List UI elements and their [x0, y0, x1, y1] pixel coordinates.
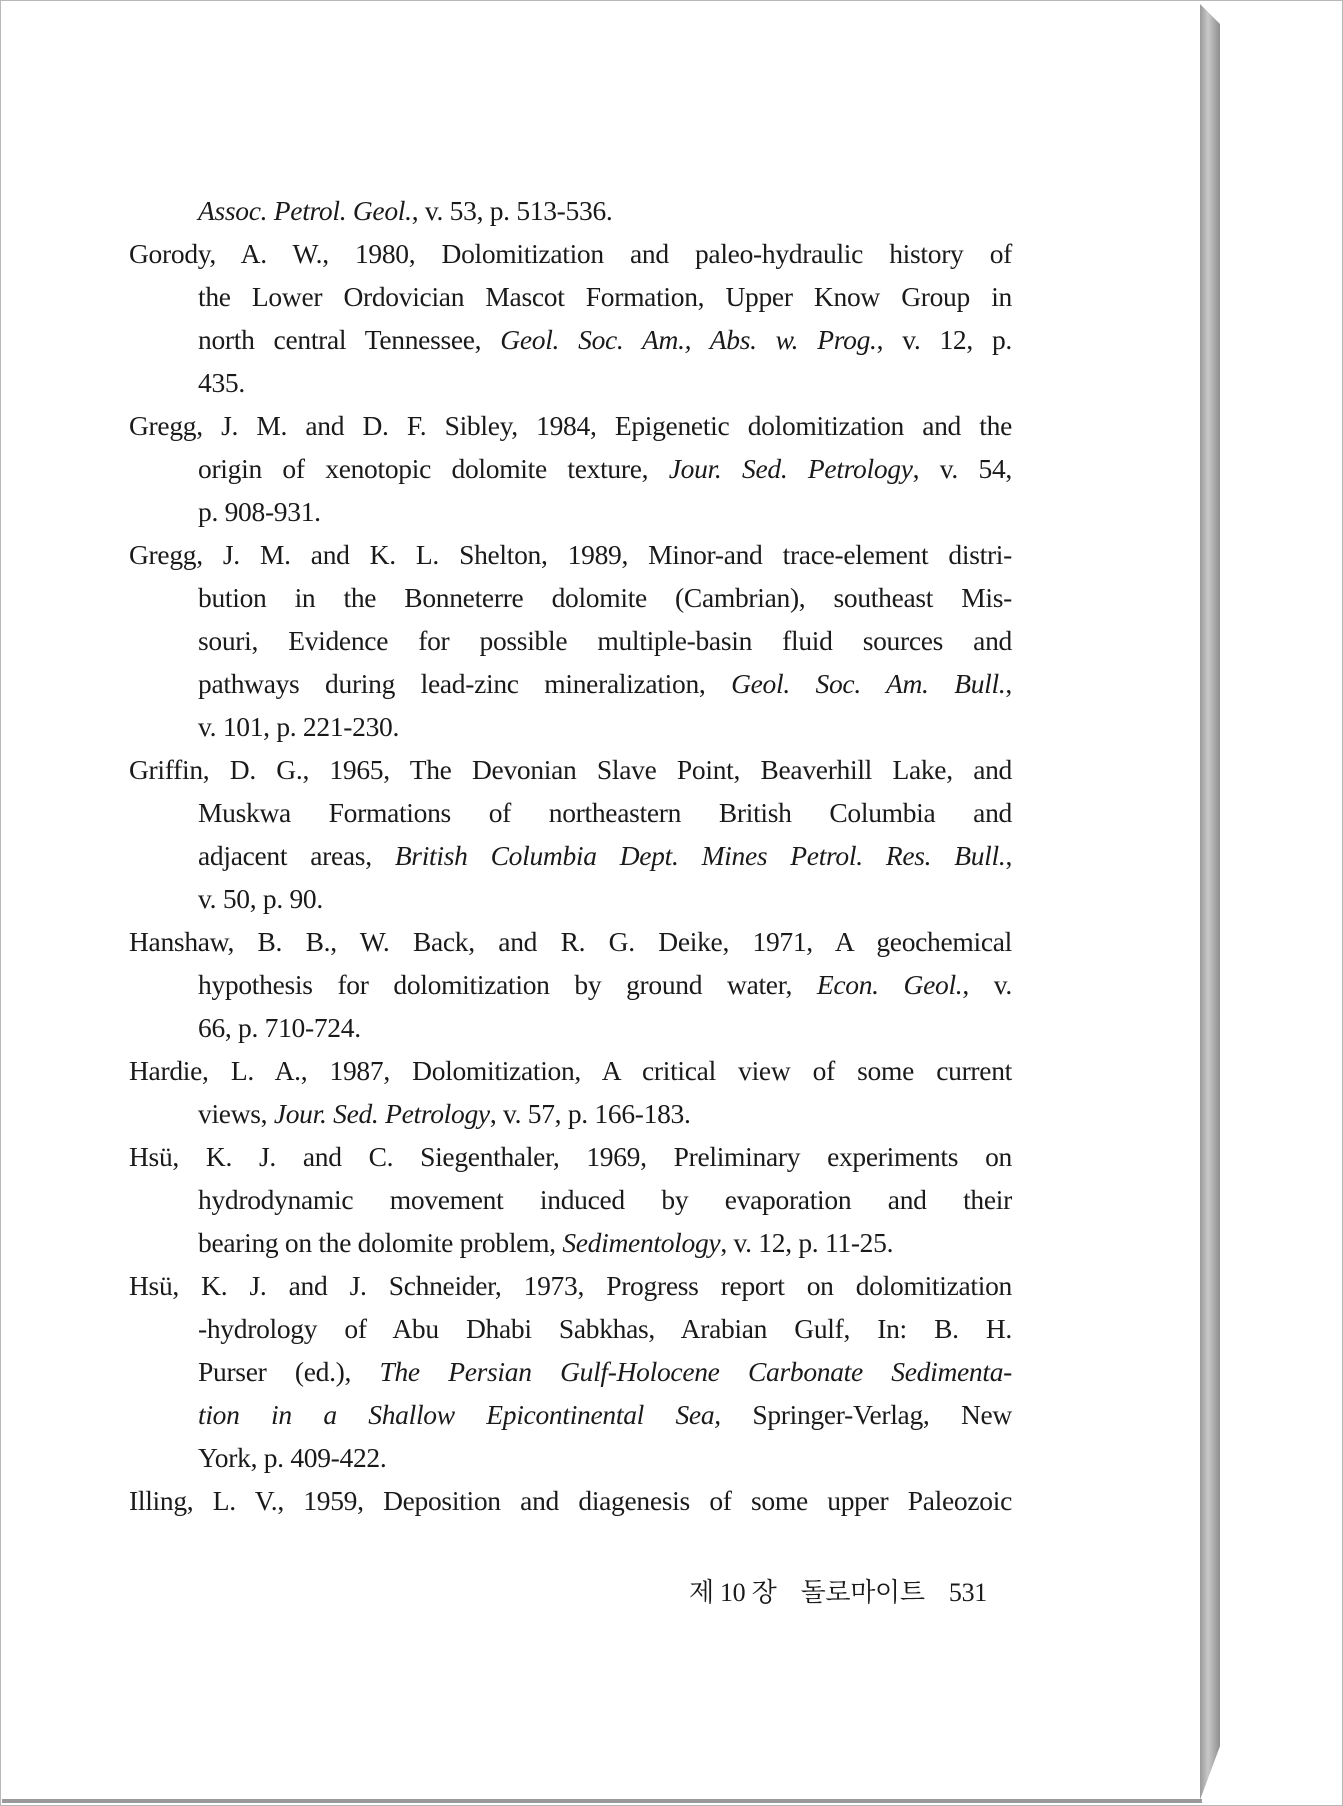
reference-line: [129, 404, 1012, 447]
reference-text: v. 101, p. 221-230.: [198, 711, 400, 742]
reference-line: [129, 232, 1012, 275]
reference-text: 435.: [198, 367, 245, 398]
reference-line: [198, 361, 1012, 404]
reference-text: Gregg, J. M. and K. L. Shelton, 1989, Minor-and trace-element distri-: [129, 539, 1012, 570]
reference-text: bution in the Bonneterre dolomite (Cambrian), southeast Mis-: [198, 582, 1012, 613]
reference-line: [129, 533, 1012, 576]
reference-text: souri, Evidence for possible multiple-basin fluid sources and: [198, 625, 1012, 656]
reference-line: [198, 963, 1012, 1006]
reference-line: [198, 791, 1012, 834]
journal-title: Assoc. Petrol. Geol.: [198, 195, 412, 226]
reference-entry: [129, 533, 1012, 748]
reference-text: hypothesis for dolomitization by ground water,: [198, 969, 817, 1000]
reference-line: [198, 1307, 1012, 1350]
reference-text: Hsü, K. J. and C. Siegenthaler, 1969, Preliminary experiments on: [129, 1141, 1012, 1172]
journal-title: The Persian Gulf-Holocene Carbonate Sedimenta-: [379, 1356, 1013, 1387]
journal-title: Geol. Soc. Am. Bull.: [731, 668, 1006, 699]
reference-text: -hydrology of Abu Dhabi Sabkhas, Arabian Gulf, In: B. H.: [198, 1313, 1012, 1344]
reference-text: hydrodynamic movement induced by evaporation and their: [198, 1184, 1012, 1215]
reference-text: p. 908-931.: [198, 496, 321, 527]
reference-line: [198, 1221, 1012, 1264]
reference-text: Gregg, J. M. and D. F. Sibley, 1984, Epigenetic dolomitization and the: [129, 410, 1012, 441]
reference-line: [198, 1393, 1012, 1436]
reference-line: [129, 920, 1012, 963]
reference-entry: [129, 232, 1012, 404]
journal-title: Sedimentology: [562, 1227, 721, 1258]
reference-text: ,: [1005, 668, 1012, 699]
reference-line: [198, 490, 1012, 533]
reference-line: [198, 705, 1012, 748]
page-bottom-edge: [2, 1799, 1202, 1803]
reference-text: Griffin, D. G., 1965, The Devonian Slave Point, Beaverhill Lake, and: [129, 754, 1012, 785]
reference-entry: [129, 1049, 1012, 1135]
reference-text: , v. 53, p. 513-536.: [411, 195, 613, 226]
reference-entry: [129, 920, 1012, 1049]
reference-text: views,: [198, 1098, 274, 1129]
reference-line: [198, 447, 1012, 490]
reference-text: Muskwa Formations of northeastern British Columbia and: [198, 797, 1012, 828]
reference-entry: [129, 1135, 1012, 1264]
reference-line: [198, 834, 1012, 877]
reference-text: , v. 12, p. 11-25.: [720, 1227, 894, 1258]
reference-text: Hanshaw, B. B., W. Back, and R. G. Deike, 1971, A geochemical: [129, 926, 1012, 957]
reference-text: , v. 57, p. 166-183.: [489, 1098, 691, 1129]
reference-list: [129, 189, 1012, 1522]
reference-line: [198, 877, 1012, 920]
reference-text: 66, p. 710-724.: [198, 1012, 361, 1043]
reference-line: [198, 662, 1012, 705]
reference-line: [129, 1479, 1012, 1522]
reference-line: [198, 1436, 1012, 1479]
chapter-title: 돌로마이트: [800, 1578, 925, 1607]
reference-text: Gorody, A. W., 1980, Dolomitization and paleo-hydraulic history of: [129, 238, 1012, 269]
reference-entry: [129, 748, 1012, 920]
reference-line: [198, 1178, 1012, 1221]
reference-text: bearing on the dolomite problem,: [198, 1227, 563, 1258]
reference-line: [129, 1264, 1012, 1307]
reference-line: [198, 189, 1012, 232]
reference-text: pathways during lead-zinc mineralization,: [198, 668, 732, 699]
reference-text: Springer-Verlag, New: [720, 1399, 1012, 1430]
reference-text: the Lower Ordovician Mascot Formation, Upper Know Group in: [198, 281, 1012, 312]
reference-text: ,: [1005, 840, 1013, 871]
reference-line: [198, 576, 1012, 619]
journal-title: Jour. Sed. Petrology: [668, 453, 913, 484]
page-footer: [689, 1572, 987, 1609]
reference-text: Hsü, K. J. and J. Schneider, 1973, Progress report on dolomitization: [129, 1270, 1012, 1301]
reference-text: Hardie, L. A., 1987, Dolomitization, A critical view of some current: [129, 1055, 1012, 1086]
reference-text: , v. 54,: [912, 453, 1012, 484]
reference-line: [198, 275, 1012, 318]
journal-title: Jour. Sed. Petrology: [273, 1098, 490, 1129]
journal-title: British Columbia Dept. Mines Petrol. Res. Bull.: [394, 840, 1006, 871]
reference-entry: [129, 1264, 1012, 1479]
reference-line: [198, 619, 1012, 662]
reference-text: Purser (ed.),: [198, 1356, 380, 1387]
journal-title: Geol. Soc. Am., Abs. w. Prog.: [500, 324, 877, 355]
reference-line: [198, 318, 1012, 361]
reference-text: north central Tennessee,: [198, 324, 501, 355]
reference-line: [198, 1092, 1012, 1135]
chapter-label: 제 10 장: [688, 1578, 777, 1607]
reference-text: York, p. 409-422.: [198, 1442, 387, 1473]
reference-line: [129, 1049, 1012, 1092]
journal-title: tion in a Shallow Epicontinental Sea,: [198, 1399, 721, 1430]
journal-title: Econ. Geol.: [816, 969, 963, 1000]
reference-text: Illing, L. V., 1959, Deposition and diagenesis of some upper Paleozoic: [129, 1485, 1012, 1516]
reference-text: , v. 12, p.: [876, 324, 1012, 355]
reference-line: [198, 1006, 1012, 1049]
reference-text: v. 50, p. 90.: [198, 883, 323, 914]
reference-text: adjacent areas,: [198, 840, 395, 871]
page-edge-shadow: [1200, 4, 1220, 1800]
reference-text: , v.: [962, 969, 1012, 1000]
reference-text: origin of xenotopic dolomite texture,: [198, 453, 669, 484]
page-number: 531: [948, 1578, 987, 1607]
reference-line: [198, 1350, 1012, 1393]
reference-entry: [129, 1479, 1012, 1522]
reference-entry: [129, 189, 1012, 232]
reference-line: [129, 1135, 1012, 1178]
reference-entry: [129, 404, 1012, 533]
reference-line: [129, 748, 1012, 791]
